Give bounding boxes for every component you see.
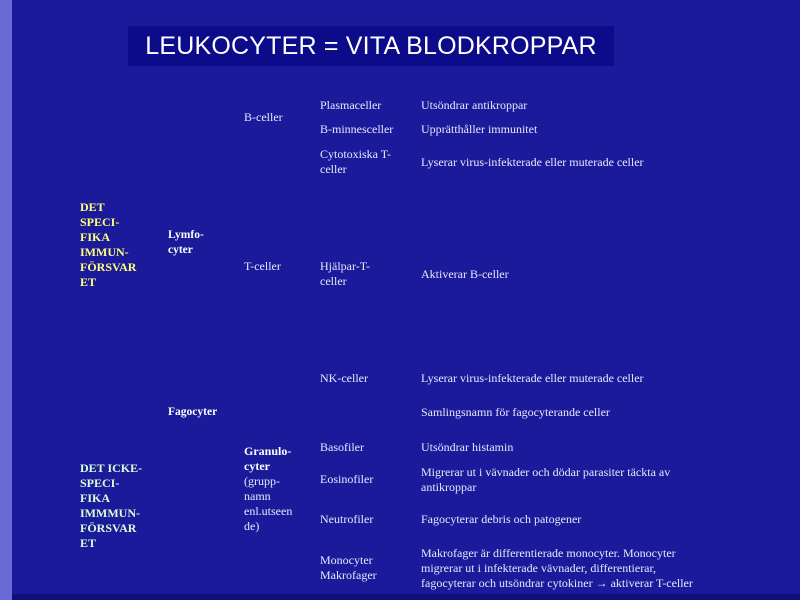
granulocyter-line: namn bbox=[244, 489, 271, 503]
b-celler-label: B-celler bbox=[244, 110, 283, 124]
monocyter-label bbox=[320, 553, 377, 583]
granulocyter-line: (grupp- bbox=[244, 474, 280, 488]
monocyter-desc-line: migrerar ut i infekterade vävnader, differentierar, bbox=[421, 561, 657, 575]
bminnesceller-label: B-minnesceller bbox=[320, 122, 394, 136]
icke-specifika-label-line: IMMMUN- bbox=[80, 506, 140, 520]
cytotoxiska-desc: Lyserar virus-infekterade eller muterade celler bbox=[421, 155, 644, 169]
icke-specifika-label-line: DET ICKE- bbox=[80, 461, 143, 475]
cytotoxiska-label bbox=[320, 147, 391, 177]
nk-desc: Lyserar virus-infekterade eller muterade celler bbox=[421, 371, 644, 385]
hjalpar-desc: Aktiverar B-celler bbox=[421, 267, 509, 281]
fagocyter-label: Fagocyter bbox=[168, 406, 218, 418]
icke-specifika-label bbox=[80, 461, 142, 551]
fagocyter-desc: Samlingsnamn för fagocyterande celler bbox=[421, 405, 610, 419]
specifika-label-line: IMMUN- bbox=[80, 245, 129, 259]
specifika-label-line: FÖRSVAR bbox=[80, 260, 137, 274]
monocyter-line: Makrofager bbox=[320, 568, 377, 582]
icke-specifika-label-line: FIKA bbox=[80, 491, 110, 505]
specifika-label-line: SPECI- bbox=[80, 215, 120, 229]
eosinofiler-desc-line: antikroppar bbox=[421, 480, 477, 494]
icke-specifika-label-line: ET bbox=[80, 536, 97, 550]
bottom-accent-strip bbox=[12, 594, 800, 600]
specifika-label bbox=[80, 200, 136, 290]
lymfocyter-line: cyter bbox=[168, 244, 193, 256]
icke-specifika-label-line: SPECI- bbox=[80, 476, 120, 490]
cytotoxiska-line: celler bbox=[320, 162, 347, 176]
hjalpar-label bbox=[320, 259, 370, 289]
left-accent-strip bbox=[0, 0, 12, 600]
monocyter-desc-line: fagocyterar och utsöndrar cytokiner → aktiverar T-celler bbox=[421, 576, 693, 590]
specifika-label-line: ET bbox=[80, 275, 97, 289]
granulocyter-label bbox=[244, 444, 292, 534]
plasmaceller-desc: Utsöndrar antikroppar bbox=[421, 98, 528, 112]
basofiler-desc: Utsöndrar histamin bbox=[421, 440, 514, 454]
monocyter-desc-line: Makrofager är differentierade monocyter. Monocyter bbox=[421, 546, 676, 560]
title-box bbox=[128, 26, 614, 66]
bminnesceller-desc: Upprätthåller immunitet bbox=[421, 122, 538, 136]
specifika-label-line: FIKA bbox=[80, 230, 110, 244]
cytotoxiska-line: Cytotoxiska T- bbox=[320, 147, 392, 161]
specifika-label-line: DET bbox=[80, 200, 105, 214]
monocyter-desc bbox=[421, 546, 693, 591]
monocyter-line: Monocyter bbox=[320, 553, 373, 567]
lymfocyter-label bbox=[168, 228, 204, 258]
eosinofiler-desc bbox=[421, 465, 670, 495]
lymfocyter-line: Lymfo- bbox=[168, 229, 204, 241]
granulocyter-line: enl.utseen bbox=[244, 504, 293, 518]
t-celler-label: T-celler bbox=[244, 259, 281, 273]
neutrofiler-label: Neutrofiler bbox=[320, 512, 374, 526]
plasmaceller-label: Plasmaceller bbox=[320, 98, 382, 112]
basofiler-label: Basofiler bbox=[320, 440, 364, 454]
eosinofiler-desc-line: Migrerar ut i vävnader och dödar parasiter täckta av bbox=[421, 465, 671, 479]
nk-label: NK-celler bbox=[320, 371, 368, 385]
eosinofiler-label: Eosinofiler bbox=[320, 472, 374, 486]
icke-specifika-label-line: FÖRSVAR bbox=[80, 521, 137, 535]
granulocyter-line: cyter bbox=[244, 459, 270, 473]
hjalpar-line: celler bbox=[320, 274, 347, 288]
granulocyter-line: Granulo- bbox=[244, 444, 292, 458]
page-title: LEUKOCYTER = VITA BLODKROPPAR bbox=[145, 31, 597, 60]
granulocyter-line: de) bbox=[244, 519, 260, 533]
hjalpar-line: Hjälpar-T- bbox=[320, 259, 370, 273]
neutrofiler-desc: Fagocyterar debris och patogener bbox=[421, 512, 582, 526]
